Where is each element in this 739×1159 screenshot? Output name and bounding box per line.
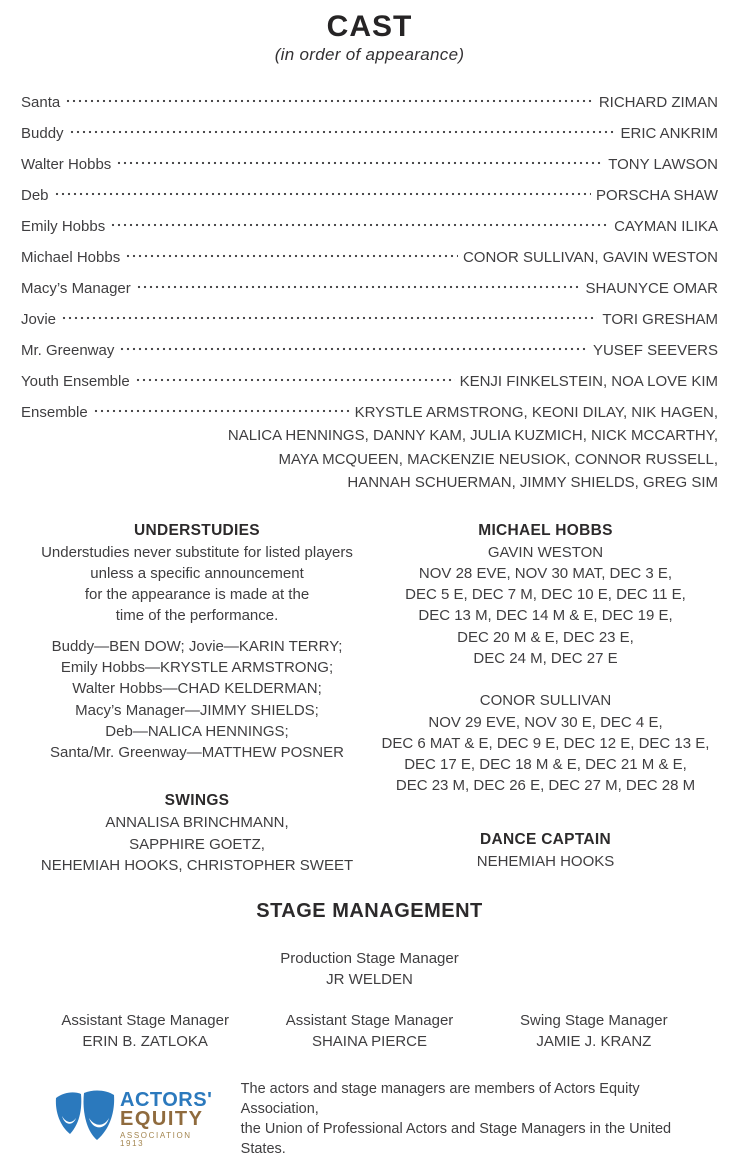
schedule-date-line: NOV 28 EVE, NOV 30 MAT, DEC 3 E, (418, 564, 673, 582)
schedule-date-line: DEC 13 M, DEC 14 M & E, DEC 19 E, (418, 607, 673, 625)
actor-name: CAYMAN ILIKA (614, 217, 718, 235)
dot-leader (69, 114, 616, 138)
actor-name: YUSEF SEEVERS (592, 341, 718, 359)
cast-row (21, 145, 718, 176)
understudies-heading: UNDERSTUDIES (134, 521, 260, 539)
schedule-date-line: DEC 5 E, DEC 7 M, DEC 10 E, DEC 11 E, (405, 586, 686, 604)
sm-role-title: Production Stage Manager (280, 950, 459, 968)
page-header (21, 10, 718, 65)
stage-management-section (21, 900, 718, 1052)
dot-leader (65, 83, 594, 107)
schedule-date-line: DEC 17 E, DEC 18 M & E, DEC 21 M & E, (404, 756, 687, 774)
role-label: Walter Hobbs (21, 155, 112, 173)
swings-heading: SWINGS (164, 792, 230, 810)
understudies-note-line: Understudies never substitute for listed players (41, 543, 353, 561)
performer-name: GAVIN WESTON (487, 543, 604, 561)
sm-person-name: ERIN B. ZATLOKA (82, 1032, 208, 1050)
performer-name: CONOR SULLIVAN (479, 692, 612, 710)
dot-leader (93, 393, 350, 417)
role-label: Youth Ensemble (21, 372, 130, 390)
actor-name: CONOR SULLIVAN, GAVIN WESTON (462, 248, 718, 266)
equity-footer (21, 1079, 718, 1159)
schedule-date-line: NOV 29 EVE, NOV 30 E, DEC 4 E, (428, 713, 663, 731)
dot-leader (110, 207, 609, 231)
role-label: Michael Hobbs (21, 248, 121, 266)
dot-leader (116, 145, 603, 169)
page-subtitle: (in order of appearance) (274, 45, 465, 64)
schedule-date-line: DEC 20 M & E, DEC 23 E, (457, 628, 634, 646)
understudies-note-line: for the appearance is made at the (84, 586, 310, 604)
understudy-assignment: Macy’s Manager—JIMMY SHIELDS; (75, 701, 319, 719)
role-label: Deb (21, 186, 49, 204)
understudies-note-line: unless a specific announcement (90, 564, 304, 582)
actor-name: KRYSTLE ARMSTRONG, KEONI DILAY, NIK HAGEN, (354, 403, 718, 421)
role-label: Macy’s Manager (21, 279, 131, 297)
equity-statement (241, 1079, 718, 1159)
swing-name-line: ANNALISA BRINCHMANN, (105, 814, 289, 832)
sm-person-name: SHAINA PIERCE (311, 1032, 428, 1050)
equity-wordmark-line1: ACTORS' (120, 1088, 213, 1111)
equity-wordmark-line3: ASSOCIATION 1913 (120, 1130, 192, 1148)
stage-manager-column (257, 1011, 481, 1052)
role-label: Ensemble (21, 403, 88, 421)
role-label: Mr. Greenway (21, 341, 115, 359)
cast-row (21, 269, 718, 300)
cast-row (21, 300, 718, 331)
dance-captain-section (373, 829, 718, 872)
equity-wordmark-line2: EQUITY (120, 1107, 204, 1130)
schedule-date-line: DEC 6 MAT & E, DEC 9 E, DEC 12 E, DEC 13 E, (381, 734, 710, 752)
stage-manager-column (33, 1011, 257, 1052)
understudy-assignment: Walter Hobbs—CHAD KELDERMAN; (72, 680, 322, 698)
equity-statement-line: The actors and stage managers are members of Actors Equity Association, (240, 1081, 640, 1118)
dance-captain-name: NEHEMIAH HOOKS (476, 852, 615, 870)
dot-leader (135, 362, 455, 386)
cast-row (21, 114, 718, 145)
stage-manager-columns (21, 1011, 718, 1052)
actors-equity-logo (54, 1090, 219, 1148)
actor-name: KENJI FINKELSTEIN, NOA LOVE KIM (459, 372, 718, 390)
performer-schedule (373, 542, 718, 670)
ensemble-continuation-line: NALICA HENNINGS, DANNY KAM, JULIA KUZMICH, NICK MCCARTHY, (227, 427, 718, 444)
actor-name: PORSCHA SHAW (596, 186, 718, 204)
understudy-assignment: Deb—NALICA HENNINGS; (105, 722, 289, 740)
stage-manager-column (482, 1011, 706, 1052)
production-stage-manager (21, 949, 718, 990)
swing-name-line: NEHEMIAH HOOKS, CHRISTOPHER SWEET (40, 857, 354, 875)
stage-management-heading: STAGE MANAGEMENT (256, 900, 483, 923)
cast-row (21, 207, 718, 238)
role-label: Emily Hobbs (21, 217, 106, 235)
sm-person-name: JAMIE J. KRANZ (536, 1032, 652, 1050)
cast-row (21, 238, 718, 269)
actor-name: SHAUNYCE OMAR (585, 279, 718, 297)
role-label: Buddy (21, 124, 64, 142)
swing-name-line: SAPPHIRE GOETZ, (129, 835, 265, 853)
performer-schedule (373, 690, 718, 796)
role-label: Santa (21, 93, 61, 111)
swings-section (21, 790, 373, 876)
dot-leader (136, 269, 581, 293)
ensemble-continuation-line: MAYA MCQUEEN, MACKENZIE NEUSIOK, CONNOR RUSSELL, (278, 450, 718, 468)
understudies-note-line: time of the performance. (115, 607, 279, 625)
sm-role-title: Assistant Stage Manager (61, 1012, 229, 1030)
theater-masks-icon (54, 1090, 116, 1148)
understudy-assignments (21, 636, 373, 764)
actor-name: TORI GRESHAM (602, 310, 718, 328)
michael-hobbs-heading: MICHAEL HOBBS (478, 521, 613, 539)
ensemble-continuation-line: HANNAH SCHUERMAN, JIMMY SHIELDS, GREG SIM (347, 474, 718, 491)
actor-name: ERIC ANKRIM (620, 124, 718, 142)
understudies-column (21, 520, 373, 877)
cast-row (21, 331, 718, 362)
dot-leader (125, 238, 458, 262)
page-title: CAST (326, 10, 413, 43)
cast-row (21, 362, 718, 393)
dot-leader (119, 331, 588, 355)
schedule-date-line: DEC 24 M, DEC 27 E (473, 649, 618, 667)
cast-list (21, 83, 718, 495)
role-label: Jovie (21, 310, 57, 328)
spacer (373, 669, 718, 690)
cast-row (21, 393, 718, 424)
actor-name: TONY LAWSON (608, 155, 718, 173)
sm-role-title: Swing Stage Manager (520, 1012, 668, 1030)
understudy-assignment: Santa/Mr. Greenway—MATTHEW POSNER (50, 744, 344, 762)
cast-row (21, 83, 718, 114)
two-column-section (21, 520, 718, 877)
dot-leader (61, 300, 597, 324)
cast-row (21, 176, 718, 207)
dot-leader (54, 176, 592, 200)
michael-hobbs-column (373, 520, 718, 877)
equity-wordmark (120, 1088, 219, 1148)
understudy-assignment: Emily Hobbs—KRYSTLE ARMSTRONG; (60, 658, 334, 676)
equity-statement-line: the Union of Professional Actors and Stage Managers in the United States. (240, 1121, 672, 1158)
sm-role-title: Assistant Stage Manager (285, 1012, 454, 1030)
schedule-date-line: DEC 23 M, DEC 26 E, DEC 27 M, DEC 28 M (395, 777, 696, 795)
dance-captain-heading: DANCE CAPTAIN (479, 830, 612, 848)
actor-name: RICHARD ZIMAN (598, 93, 718, 111)
understudy-assignment: Buddy—BEN DOW; Jovie—KARIN TERRY; (51, 637, 343, 655)
sm-person-name: JR WELDEN (326, 970, 413, 988)
